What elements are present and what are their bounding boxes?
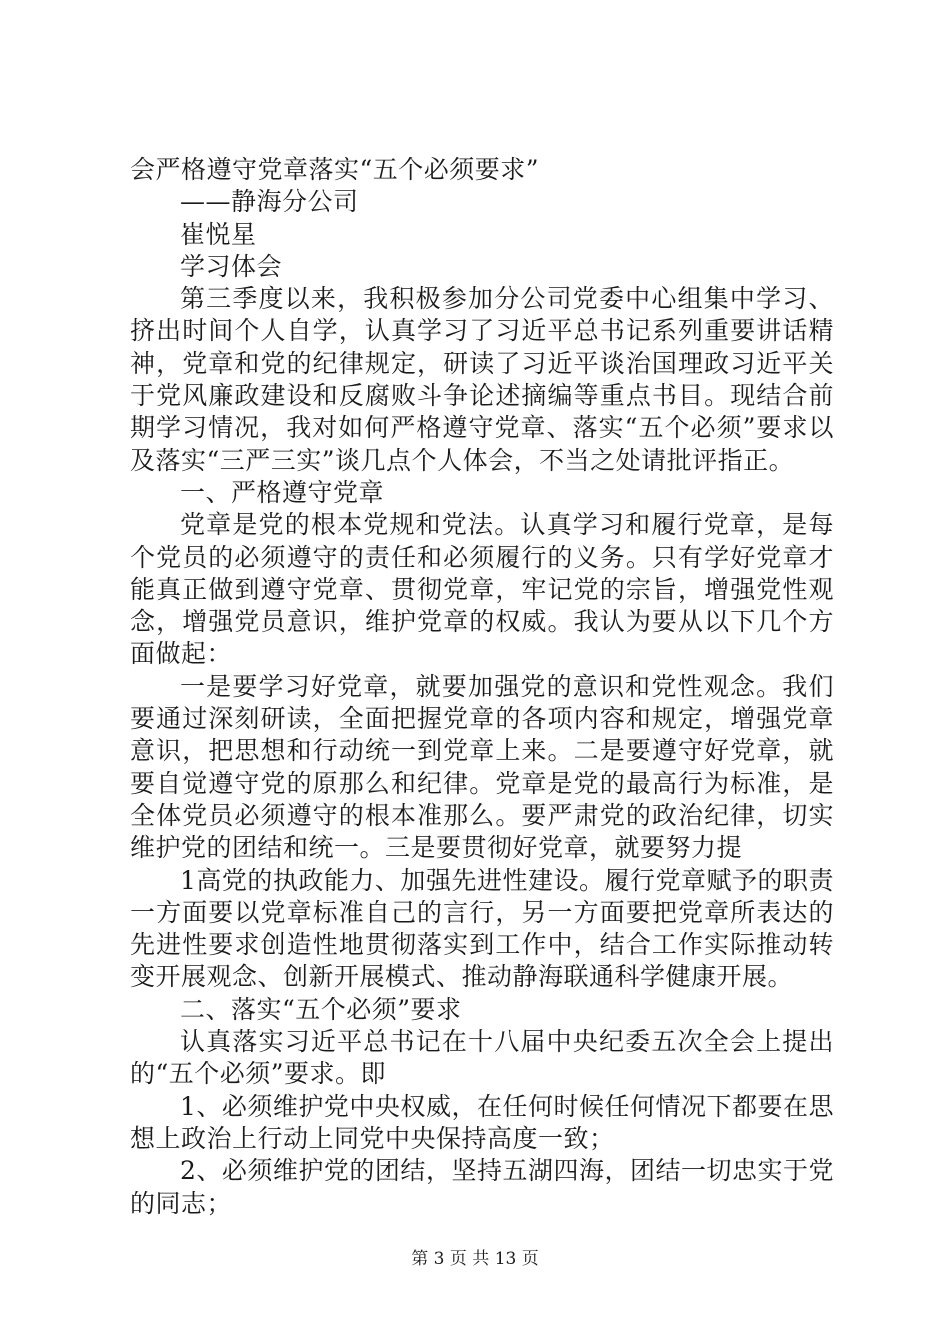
list-item-2: 2、必须维护党的团结，坚持五湖四海，团结一切忠实于党的同志； xyxy=(130,1156,834,1218)
document-title: 会严格遵守党章落实“五个必须要求” xyxy=(130,155,540,184)
paragraph-4: 认真落实习近平总书记在十八届中央纪委五次全会上提出的“五个必须”要求。即 xyxy=(130,1027,834,1089)
document-subtitle: 学习体会 xyxy=(180,251,283,281)
paragraph-2: 一是要学习好党章，就要加强党的意识和党性观念。我们要通过深刻研读，全面把握党章的各项内容和规定，增强党章意识，把思想和行动统一到党章上来。二是要遵守好党章，就要自觉遵守党的原那么和纪律。党章是党的最高行为标准，是全体党员必须遵守的根本准那么。要严肃党的政治纪律，切实维护党的团结和统一。三是要贯彻好党章，就要努力提 xyxy=(130,671,834,863)
paragraph-3: 1高党的执政能力、加强先进性建设。履行党章赋予的职责一方面要以党章标准自己的言行，另一方面要把党章所表达的先进性要求创造性地贯彻落实到工作中，结合工作实际推动转变开展观念、创新开展模式、推动静海联通科学健康开展。 xyxy=(130,865,834,992)
section-heading-2: 二、落实“五个必须”要求 xyxy=(180,994,462,1024)
page-footer: 第 3 页 共 13 页 xyxy=(411,1249,539,1269)
document-body xyxy=(130,154,834,1220)
paragraph-1: 党章是党的根本党规和党法。认真学习和履行党章，是每个党员的必须遵守的责任和必须履行的义务。只有学好党章才能真正做到遵守党章、贯彻党章，牢记党的宗旨，增强党性观念，增强党员意识，维护党章的权威。我认为要从以下几个方面做起： xyxy=(130,510,834,669)
author-name: 崔悦星 xyxy=(180,219,257,249)
intro-paragraph: 第三季度以来，我积极参加分公司党委中心组集中学习、挤出时间个人自学，认真学习了习近平总书记系列重要讲话精神，党章和党的纪律规定，研读了习近平谈治国理政习近平关于党风廉政建设和反腐败斗争论述摘编等重点书目。现结合前期学习情况，我对如何严格遵守党章、落实“五个必须”要求以及落实“三严三实”谈几点个人体会，不当之处请批评指正。 xyxy=(130,284,834,475)
list-item-1: 1、必须维护党中央权威，在任何时候任何情况下都要在思想上政治上行动上同党中央保持高度一致； xyxy=(130,1091,834,1153)
organization-line: ——静海分公司 xyxy=(180,187,359,217)
section-heading-1: 一、严格遵守党章 xyxy=(180,477,385,507)
